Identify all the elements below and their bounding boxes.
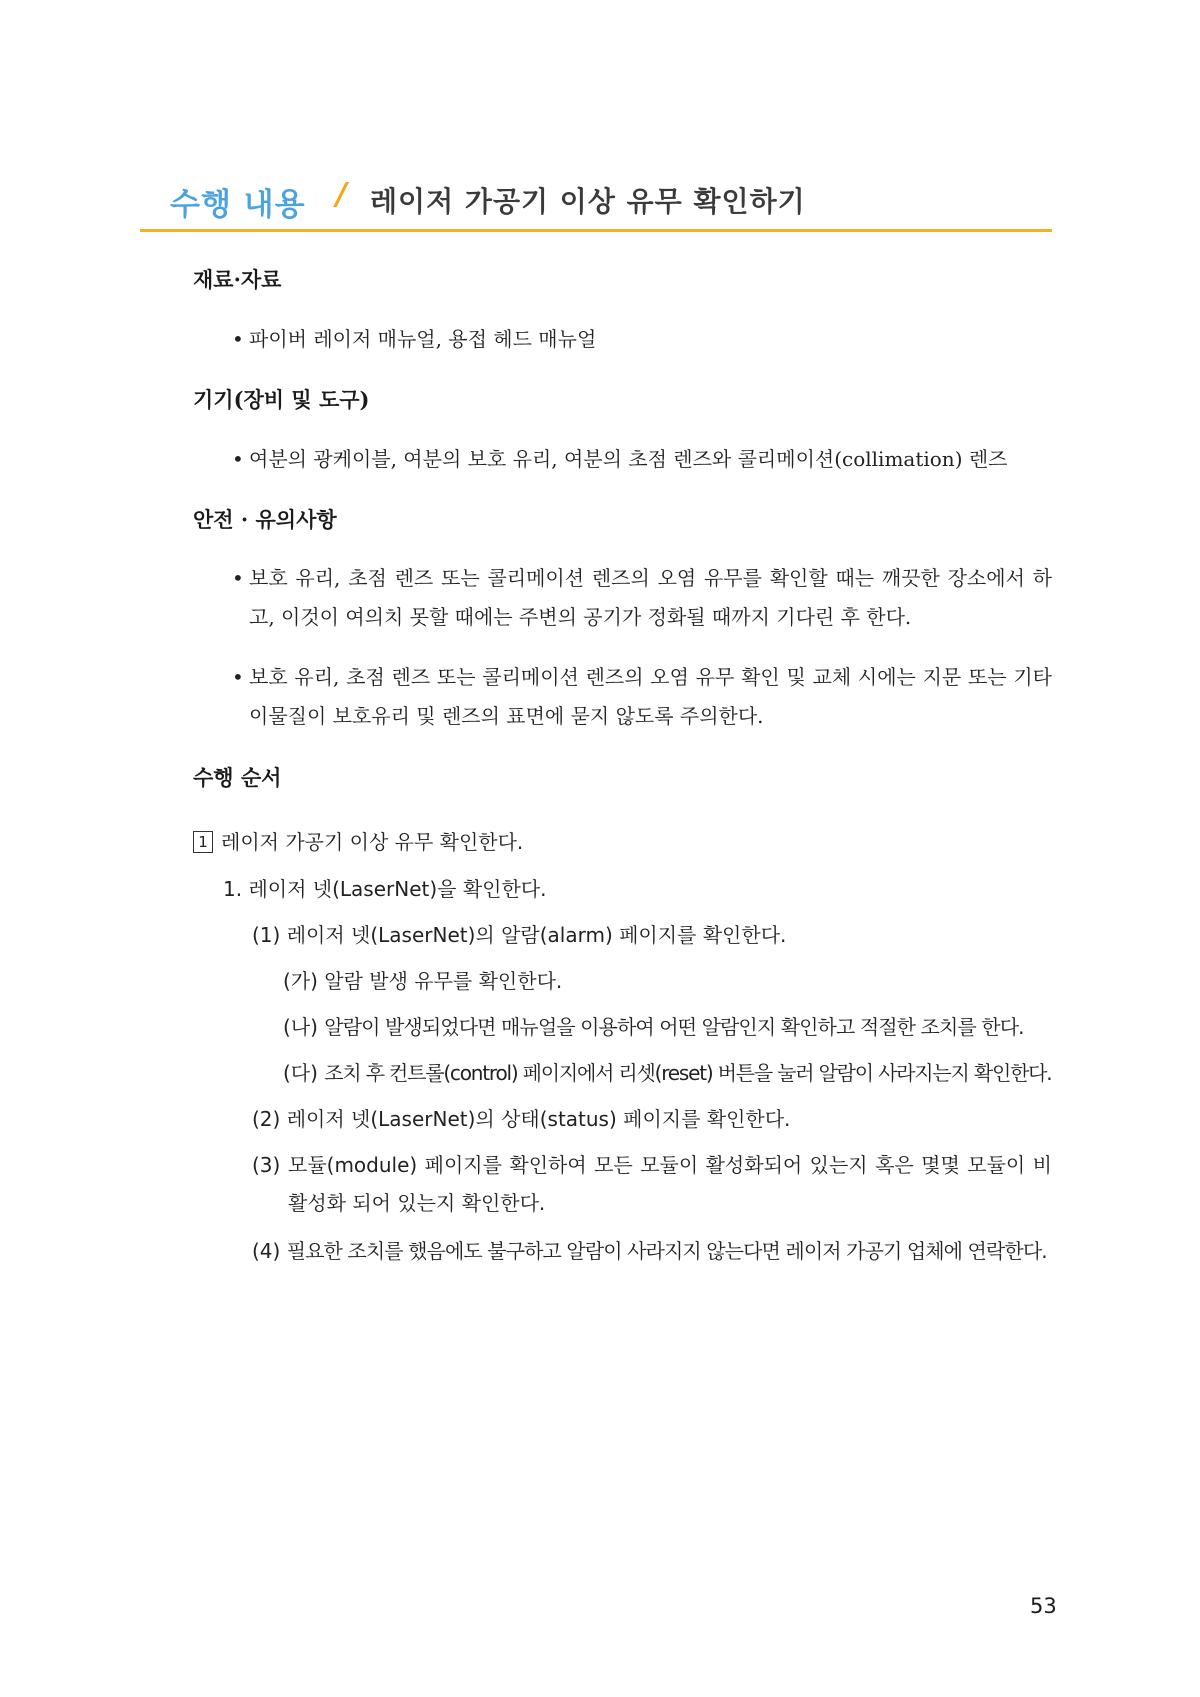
materials-item: • 파이버 레이저 매뉴얼, 용접 헤드 매뉴얼 — [232, 320, 1052, 359]
bullet-icon: • — [232, 665, 244, 689]
procedure-subitem: (가) 알람 발생 유무를 확인한다. — [283, 969, 563, 993]
section-title-bar — [140, 175, 1052, 232]
safety-item: • 보호 유리, 초점 렌즈 또는 콜리메이션 렌즈의 오염 유무를 확인할 때는 깨끗한 장소에서 하고, 이것이 여의치 못할 때에는 주변의 공기가 정화될 때까지 기다린 후 한다. — [232, 559, 1052, 637]
safety-item: • 보호 유리, 초점 렌즈 또는 콜리메이션 렌즈의 오염 유무 확인 및 교체 시에는 지문 또는 기타 이물질이 보호유리 및 렌즈의 표면에 묻지 않도록 주의한다. — [232, 658, 1052, 736]
bullet-icon: • — [232, 327, 244, 351]
procedure-substep: 1. 레이저 넷(LaserNet)을 확인한다. — [223, 877, 547, 901]
page-title: 레이저 가공기 이상 유무 확인하기 — [370, 185, 806, 218]
equipment-heading: 기기(장비 및 도구) — [193, 387, 370, 412]
bullet-icon: • — [232, 447, 244, 471]
procedure-subitem: (다) 조치 후 컨트롤(control) 페이지에서 리셋(reset) 버튼을 눌러 알람이 사라지는지 확인한다. — [283, 1061, 1052, 1085]
procedure-heading: 수행 순서 — [193, 765, 282, 790]
procedure-subitem: (나) 알람이 발생되었다면 매뉴얼을 이용하여 어떤 알람인지 확인하고 적절한 조치를 한다. — [283, 1015, 1024, 1039]
procedure-item: (2) 레이저 넷(LaserNet)의 상태(status) 페이지를 확인한다. — [252, 1107, 791, 1131]
procedure-item: (1) 레이저 넷(LaserNet)의 알람(alarm) 페이지를 확인한다. — [252, 923, 787, 947]
bullet-icon: • — [232, 566, 244, 590]
safety-heading: 안전 · 유의사항 — [193, 507, 337, 532]
procedure-step: 1 레이저 가공기 이상 유무 확인한다. — [193, 826, 523, 855]
procedure-item: (3) 모듈(module) 페이지를 확인하여 모든 모듈이 활성화되어 있는지 혹은 몇몇 모듈이 비활성화 되어 있는지 확인한다. — [252, 1153, 1052, 1215]
procedure-item: (4) 필요한 조치를 했음에도 불구하고 알람이 사라지지 않는다면 레이저 가공기 업체에 연락한다. — [252, 1239, 1047, 1263]
equipment-item: • 여분의 광케이블, 여분의 보호 유리, 여분의 초점 렌즈와 콜리메이션(collimation) 렌즈 — [232, 440, 1052, 479]
section-label: 수행 내용 — [170, 187, 306, 223]
title-separator: / — [336, 177, 347, 212]
materials-heading: 재료·자료 — [193, 267, 282, 292]
step-number-box: 1 — [193, 831, 213, 853]
page-number: 53 — [1030, 1594, 1057, 1618]
